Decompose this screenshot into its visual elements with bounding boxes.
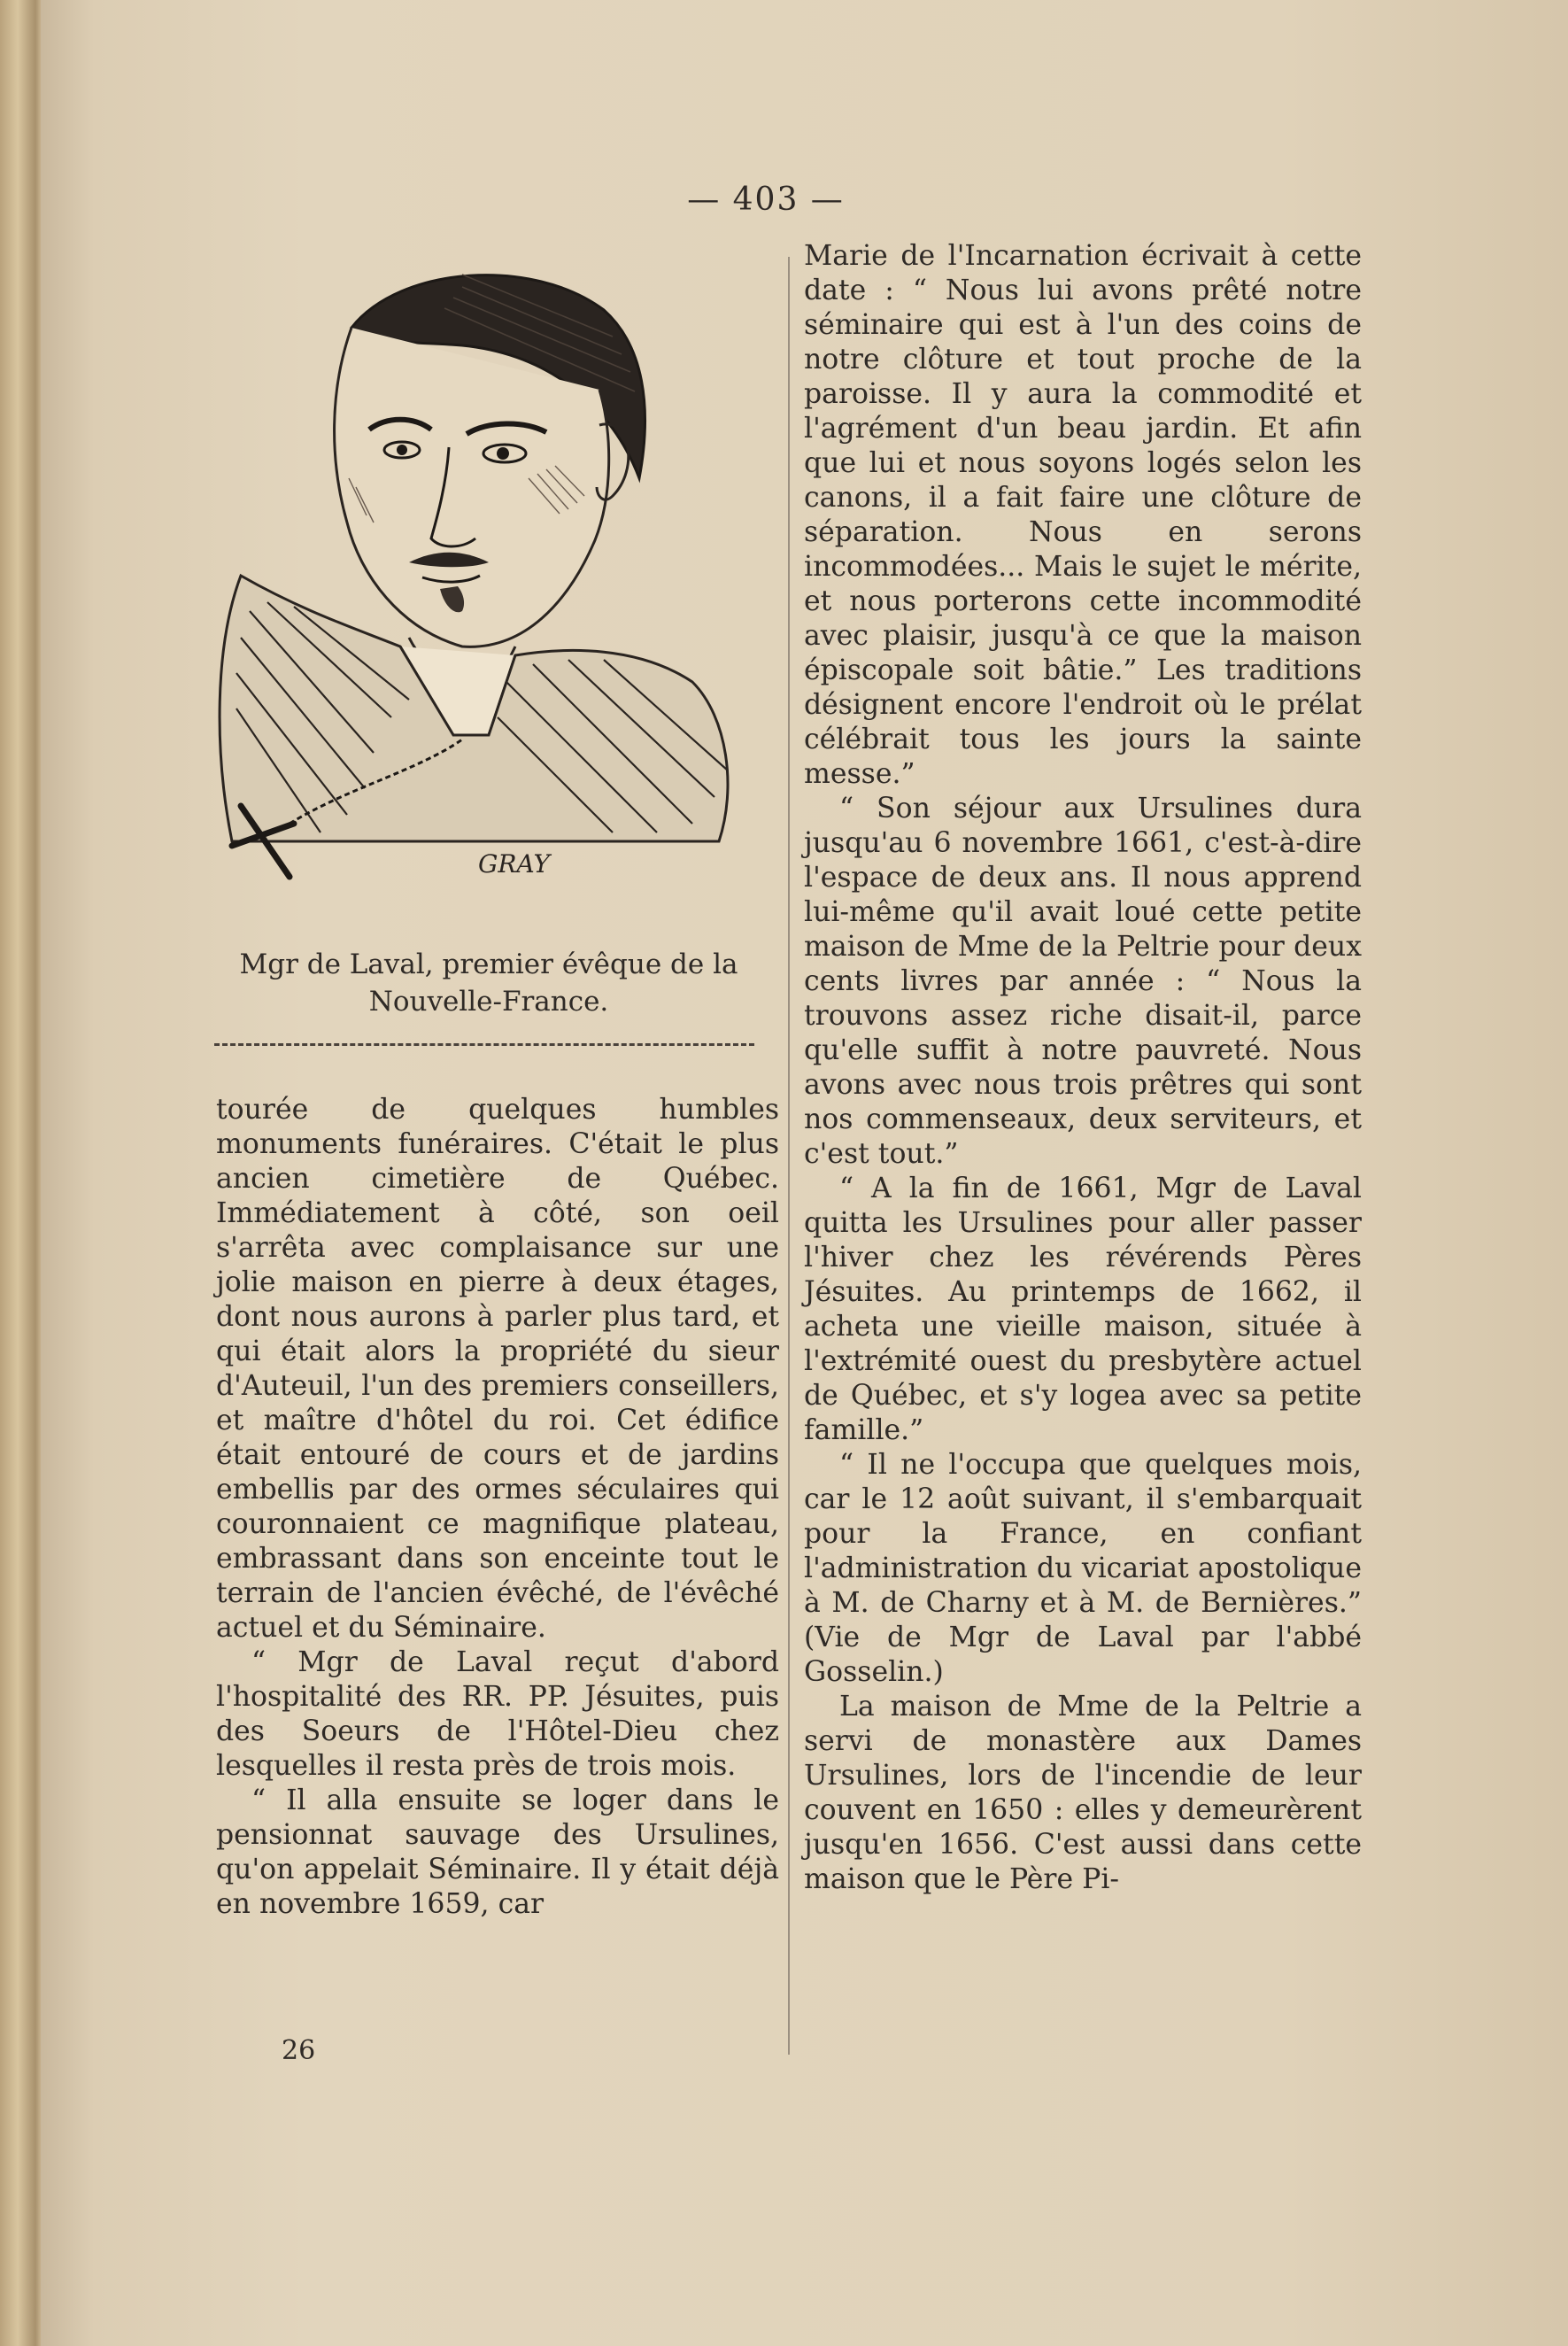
book-binding-edge bbox=[0, 0, 41, 2346]
page-number: — 403 — bbox=[687, 182, 845, 218]
paragraph: “ Il ne l'occupa que quelques mois, car le 12 août suivant, il s'embarquait pour la France, en confiant l'administration du vicariat apostolique à M. de Charny et à M. de Bernières.” (Vie de Mgr de Laval par l'abbé Gosselin.) bbox=[804, 1449, 1362, 1688]
artist-signature: GRAY bbox=[478, 849, 551, 879]
paragraph: Marie de l'Incarnation écrivait à cette date : “ Nous lui avons prêté notre séminaire qui est à l'un des coins de notre clôture et tout proche de la paroisse. Il y aura la commodité et l'agrément d'un beau jardin. Et afin que lui et nous soyons logés selon les canons, il a fait faire une clôture de séparation. Nous en serons incommodées... Mais le sujet le mérite, et nous porterons cette incommodité avec plaisir, jusqu'à ce que la maison épiscopale soit bâtie.” Les traditions désignent encore l'endroit où le prélat célébrait tous les jours la sainte messe.” bbox=[804, 240, 1362, 790]
paragraph: “ Mgr de Laval reçut d'abord l'hospitalité des RR. PP. Jésuites, puis des Soeurs de l'Hôtel-Dieu chez lesquelles il resta près de trois mois. bbox=[216, 1646, 779, 1782]
paragraph: La maison de Mme de la Peltrie a servi de monastère aux Dames Ursulines, lors de l'incendie de leur couvent en 1650 : elles y demeurèrent jusqu'en 1656. C'est aussi dans cette maison que le Père Pi- bbox=[804, 1691, 1362, 1895]
section-divider bbox=[214, 1043, 754, 1046]
paragraph: “ Il alla ensuite se loger dans le pensionnat sauvage des Ursulines, qu'on appelait Séminaire. Il y était déjà en novembre 1659, car bbox=[216, 1785, 779, 1920]
paragraph: tourée de quelques humbles monuments funéraires. C'était le plus ancien cimetière de Québec. Immédiatement à côté, son oeil s'arrêta avec complaisance sur une jolie maison en pierre à deux étages, dont nous aurons à parler plus tard, et qui était alors la propriété du sieur d'Auteuil, l'un des premiers conseillers, et maître d'hôtel du roi. Cet édifice était entouré de cours et de jardins embellis par des ormes séculaires qui couronnaient ce magnifique plateau, embrassant dans son enceinte tout le terrain de l'ancien évêché, de l'évêché actuel et du Séminaire. bbox=[216, 1094, 779, 1644]
right-column bbox=[804, 239, 1362, 1897]
left-column bbox=[216, 1093, 779, 1922]
paragraph: “ A la fin de 1661, Mgr de Laval quitta les Ursulines pour aller passer l'hiver chez les révérends Pères Jésuites. Au printemps de 1662, il acheta une vieille maison, située à l'extrémité ouest du presbytère actuel de Québec, et s'y logea avec sa petite famille.” bbox=[804, 1173, 1362, 1446]
paragraph: “ Son séjour aux Ursulines dura jusqu'au 6 novembre 1661, c'est-à-dire l'espace de deux ans. Il nous apprend lui-même qu'il avait loué cette petite maison de Mme de la Peltrie pour deux cents livres par année : “ Nous la trouvons assez riche disait-il, parce qu'elle suffit à notre pauvreté. Nous avons avec nous trois prêtres qui sont nos commenseaux, deux serviteurs, et c'est tout.” bbox=[804, 793, 1362, 1170]
figure-caption: Mgr de Laval, premier évêque de la Nouvelle-France. bbox=[239, 948, 738, 1018]
column-divider bbox=[788, 257, 790, 2055]
portrait-engraving-icon bbox=[197, 257, 763, 930]
printer-signature-mark: 26 bbox=[282, 2035, 316, 2066]
